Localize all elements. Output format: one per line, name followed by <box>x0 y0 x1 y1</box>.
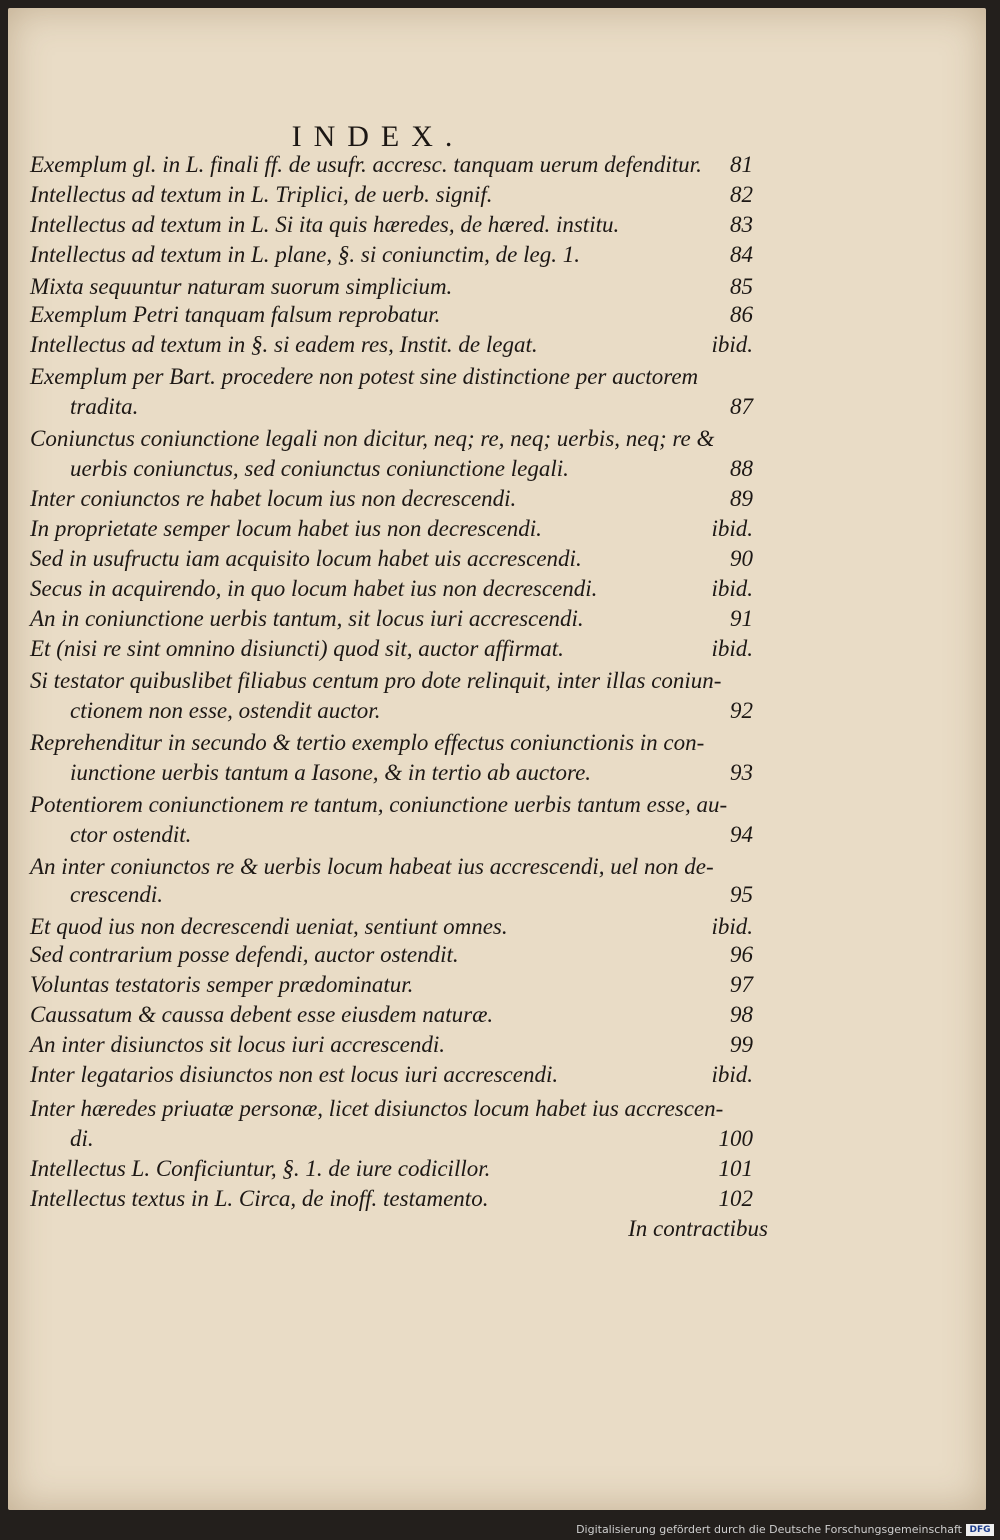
index-entry-text: Intellectus ad textum in L. Triplici, de uerb. signif. <box>30 182 493 207</box>
index-entry-text: Si testator quibuslibet filiabus centum pro dote relinquit, inter illas coniun- <box>30 668 722 693</box>
index-entry-page: 92 <box>730 698 753 723</box>
index-entry-page: 85 <box>730 274 753 299</box>
index-entry-page: 84 <box>730 242 753 267</box>
index-entry-text: An inter disiunctos sit locus iuri accrescendi. <box>30 1032 446 1057</box>
index-entry-text: di. <box>70 1126 94 1151</box>
index-entry-text: Sed in usufructu iam acquisito locum habet uis accrescendi. <box>30 546 582 571</box>
index-entry-text: Intellectus ad textum in L. Si ita quis hæredes, de hæred. institu. <box>30 212 620 237</box>
index-entry-page: 95 <box>730 882 753 907</box>
index-entry-text: Inter legatarios disiunctos non est locus iuri accrescendi. <box>30 1062 559 1087</box>
index-entry-text: Intellectus ad textum in L. plane, §. si coniunctim, de leg. 1. <box>30 242 580 267</box>
index-entry-page: 90 <box>730 546 753 571</box>
index-entry-page: 81 <box>730 152 753 177</box>
index-entry-page: 100 <box>718 1126 753 1151</box>
index-entry-text: Exemplum per Bart. procedere non potest sine distinctione per auctorem <box>30 364 699 389</box>
index-entry-text: Sed contrarium posse defendi, auctor ostendit. <box>30 942 459 967</box>
index-entry-page: 94 <box>730 822 753 847</box>
page-title: INDEX. <box>291 120 465 153</box>
index-entry-page: 82 <box>730 182 753 207</box>
index-entry-text: Exemplum gl. in L. finali ff. de usufr. accresc. tanquam uerum defenditur. <box>30 152 702 177</box>
digitization-credit: Digitalisierung gefördert durch die Deutsche Forschungsgemeinschaft <box>576 1523 962 1536</box>
index-entry-page: 96 <box>730 942 753 967</box>
index-entry-page: 102 <box>718 1186 753 1211</box>
index-entry-page: ibid. <box>711 636 753 661</box>
index-entry-text: Intellectus ad textum in §. si eadem res, Instit. de legat. <box>30 332 538 357</box>
index-entry-page: 91 <box>730 606 753 631</box>
index-entry-page: ibid. <box>711 576 753 601</box>
index-entry-text: Coniunctus coniunctione legali non dicitur, neq; re, neq; uerbis, neq; re & <box>30 426 715 451</box>
catchword: In contractibus <box>628 1216 768 1241</box>
index-entry-text: Voluntas testatoris semper prædominatur. <box>30 972 414 997</box>
index-entry-text: iunctione uerbis tantum a Iasone, & in tertio ab auctore. <box>70 760 592 785</box>
index-entry-page: 86 <box>730 302 753 327</box>
index-entry-page: 98 <box>730 1002 753 1027</box>
dfg-logo: DFG <box>966 1524 994 1536</box>
index-entry-page: 99 <box>730 1032 753 1057</box>
index-entry-page: 87 <box>730 394 753 419</box>
index-entry-text: ctionem non esse, ostendit auctor. <box>70 698 381 723</box>
index-entry-text: uerbis coniunctus, sed coniunctus coniunctione legali. <box>70 456 569 481</box>
index-entry-page: 89 <box>730 486 753 511</box>
index-entry-page: 83 <box>730 212 753 237</box>
index-entry-page: 93 <box>730 760 753 785</box>
index-entry-page: 88 <box>730 456 753 481</box>
index-entry-text: Inter coniunctos re habet locum ius non decrescendi. <box>30 486 517 511</box>
index-entry-text: Mixta sequuntur naturam suorum simplicium. <box>30 274 453 299</box>
index-entry-page: ibid. <box>711 516 753 541</box>
index-entry-text: Potentiorem coniunctionem re tantum, coniunctione uerbis tantum esse, au- <box>30 792 728 817</box>
index-entry-text: Intellectus textus in L. Circa, de inoff. testamento. <box>30 1186 489 1211</box>
index-entry-text: crescendi. <box>70 882 164 907</box>
index-entry-text: ctor ostendit. <box>70 822 192 847</box>
index-entry-text: Et quod ius non decrescendi ueniat, sentiunt omnes. <box>30 914 508 939</box>
index-entry-text: An in coniunctione uerbis tantum, sit locus iuri accrescendi. <box>30 606 584 631</box>
index-entry-page: ibid. <box>711 332 753 357</box>
index-entry-page: ibid. <box>711 914 753 939</box>
index-entry-text: Secus in acquirendo, in quo locum habet ius non decrescendi. <box>30 576 598 601</box>
book-page <box>8 8 986 1510</box>
index-entry-text: Inter hæredes priuatæ personæ, licet disiunctos locum habet ius accrescen- <box>30 1096 724 1121</box>
index-entry-page: 101 <box>718 1156 753 1181</box>
index-entry-text: In proprietate semper locum habet ius non decrescendi. <box>30 516 542 541</box>
index-entry-text: An inter coniunctos re & uerbis locum habeat ius accrescendi, uel non de- <box>30 854 714 879</box>
index-entry-page: ibid. <box>711 1062 753 1087</box>
index-entry-text: Et (nisi re sint omnino disiuncti) quod sit, auctor affirmat. <box>30 636 564 661</box>
index-entry-page: 97 <box>730 972 753 997</box>
index-entry-text: Exemplum Petri tanquam falsum reprobatur. <box>30 302 441 327</box>
index-entry-text: tradita. <box>70 394 139 419</box>
index-entries <box>8 8 986 1510</box>
index-entry-text: Caussatum & caussa debent esse eiusdem naturæ. <box>30 1002 494 1027</box>
index-entry-text: Intellectus L. Conficiuntur, §. 1. de iure codicillor. <box>30 1156 491 1181</box>
index-entry-text: Reprehenditur in secundo & tertio exemplo effectus coniunctionis in con- <box>30 730 705 755</box>
